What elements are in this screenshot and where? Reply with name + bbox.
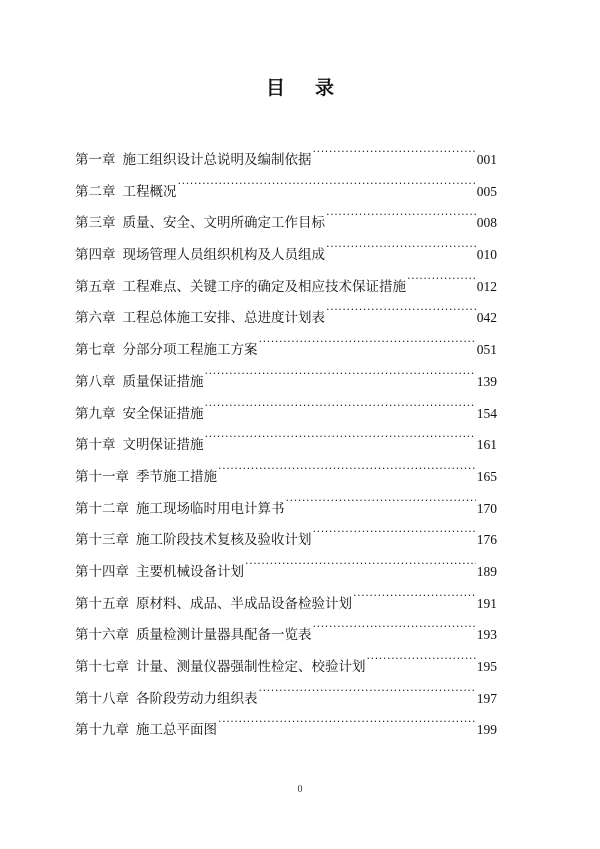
- toc-dot-leader: [313, 520, 476, 544]
- toc-entry-title: 施工组织设计总说明及编制依据: [122, 152, 312, 168]
- table-of-contents: [75, 140, 497, 742]
- toc-dot-leader: [353, 584, 476, 608]
- toc-page-number: 195: [476, 659, 497, 674]
- toc-dot-leader: [326, 203, 476, 227]
- toc-dot-leader: [367, 647, 476, 671]
- toc-entry-title: 质量、安全、文明所确定工作目标: [122, 215, 325, 232]
- toc-page-number: 197: [476, 690, 497, 706]
- toc-chapter-label: 第十四章: [75, 563, 129, 580]
- toc-dot-leader: [326, 298, 476, 322]
- toc-entry[interactable]: [75, 647, 497, 679]
- toc-dot-leader: [259, 679, 476, 703]
- toc-entry[interactable]: [75, 679, 497, 711]
- toc-entry-title: 施工阶段技术复核及验收计划: [136, 532, 312, 549]
- toc-entry[interactable]: [75, 140, 497, 172]
- toc-chapter-label: 第二章: [75, 183, 116, 200]
- toc-dot-leader: [178, 172, 476, 196]
- title-char-2: 录: [315, 77, 335, 99]
- toc-dot-leader: [259, 330, 476, 354]
- toc-page-number: 165: [476, 468, 497, 484]
- toc-page-number: 012: [476, 278, 497, 294]
- toc-chapter-label: 第六章: [75, 310, 116, 327]
- toc-dot-leader: [313, 140, 476, 164]
- toc-entry-title: 原材料、成品、半成品设备检验计划: [136, 595, 352, 612]
- toc-chapter-label: 第五章: [75, 278, 116, 295]
- page-number: 0: [297, 784, 303, 795]
- toc-dot-leader: [205, 362, 476, 386]
- toc-chapter-label: 第十六章: [75, 627, 129, 644]
- toc-entry[interactable]: [75, 520, 497, 552]
- toc-entry-title: 质量检测计量器具配备一览表: [136, 627, 312, 644]
- toc-page-number: 042: [476, 310, 497, 326]
- toc-entry[interactable]: [75, 489, 497, 521]
- toc-chapter-label: 第十一章: [75, 468, 129, 485]
- toc-page-number: 051: [476, 342, 497, 358]
- toc-entry-title: 工程难点、关键工序的确定及相应技术保证措施: [122, 278, 406, 295]
- toc-entry[interactable]: [75, 615, 497, 647]
- toc-entry-title: 分部分项工程施工方案: [122, 342, 258, 359]
- toc-chapter-label: 第三章: [75, 215, 116, 232]
- toc-dot-leader: [407, 267, 476, 291]
- page-title: [0, 73, 600, 100]
- toc-dot-leader: [218, 710, 476, 734]
- toc-chapter-label: 第十三章: [75, 532, 129, 549]
- toc-entry[interactable]: [75, 203, 497, 235]
- toc-entry[interactable]: [75, 584, 497, 616]
- toc-entry-title: 计量、测量仪器强制性检定、校验计划: [136, 659, 366, 675]
- toc-page-number: 008: [476, 215, 497, 231]
- toc-page-number: 193: [476, 627, 497, 643]
- toc-dot-leader: [313, 615, 476, 639]
- title-char-1: 目: [265, 77, 285, 99]
- toc-page-number: 199: [476, 722, 497, 738]
- toc-entry[interactable]: [75, 394, 497, 426]
- toc-entry[interactable]: [75, 172, 497, 204]
- toc-dot-leader: [205, 425, 476, 449]
- toc-entry[interactable]: [75, 267, 497, 299]
- toc-entry[interactable]: [75, 425, 497, 457]
- toc-dot-leader: [245, 552, 476, 576]
- toc-entry[interactable]: [75, 330, 497, 362]
- toc-entry[interactable]: [75, 457, 497, 489]
- toc-page-number: 161: [476, 437, 497, 453]
- toc-chapter-label: 第十二章: [75, 500, 129, 517]
- toc-page-number: 176: [476, 532, 497, 548]
- toc-chapter-label: 第十章: [75, 437, 116, 454]
- toc-page-number: 005: [476, 183, 497, 199]
- toc-entry-title: 各阶段劳动力组织表: [136, 690, 258, 707]
- toc-chapter-label: 第九章: [75, 405, 116, 422]
- toc-dot-leader: [218, 457, 476, 481]
- toc-chapter-label: 第十八章: [75, 690, 129, 707]
- toc-dot-leader: [326, 235, 476, 259]
- toc-chapter-label: 第一章: [75, 152, 116, 168]
- toc-chapter-label: 第十九章: [75, 722, 129, 739]
- toc-entry[interactable]: [75, 362, 497, 394]
- toc-chapter-label: 第十五章: [75, 595, 129, 612]
- toc-chapter-label: 第七章: [75, 342, 116, 359]
- toc-dot-leader: [286, 489, 476, 513]
- toc-dot-leader: [205, 394, 476, 418]
- toc-entry[interactable]: [75, 298, 497, 330]
- toc-entry[interactable]: [75, 235, 497, 267]
- toc-entry-title: 施工现场临时用电计算书: [136, 500, 285, 517]
- toc-entry-title: 质量保证措施: [122, 373, 204, 390]
- toc-page-number: 010: [476, 247, 497, 263]
- toc-entry-title: 现场管理人员组织机构及人员组成: [122, 247, 325, 264]
- toc-page-number: 001: [476, 152, 497, 167]
- toc-entry-title: 施工总平面图: [136, 722, 217, 739]
- toc-entry-title: 工程概况: [122, 183, 177, 200]
- toc-entry-title: 季节施工措施: [136, 468, 217, 485]
- toc-entry-title: 文明保证措施: [122, 437, 204, 454]
- toc-chapter-label: 第四章: [75, 247, 116, 264]
- toc-page-number: 154: [476, 405, 497, 421]
- toc-entry[interactable]: [75, 710, 497, 742]
- toc-chapter-label: 第八章: [75, 373, 116, 390]
- toc-chapter-label: 第十七章: [75, 659, 129, 675]
- toc-entry[interactable]: [75, 552, 497, 584]
- toc-page-number: 191: [476, 595, 497, 611]
- toc-page-number: 189: [476, 563, 497, 579]
- toc-entry-title: 安全保证措施: [122, 405, 204, 422]
- toc-entry-title: 主要机械设备计划: [136, 563, 244, 580]
- toc-entry-title: 工程总体施工安排、总进度计划表: [122, 310, 325, 327]
- toc-page-number: 170: [476, 500, 497, 516]
- toc-page-number: 139: [476, 373, 497, 389]
